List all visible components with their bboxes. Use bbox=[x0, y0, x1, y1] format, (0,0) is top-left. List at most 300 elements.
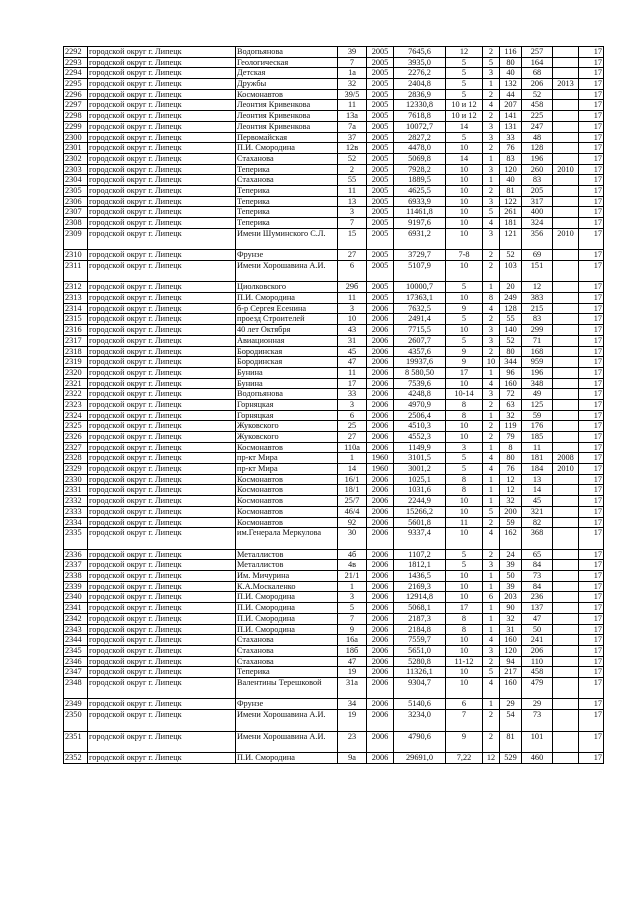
municipality-cell: городской округ г. Липецк bbox=[88, 153, 236, 164]
row-number-cell: 2323 bbox=[64, 399, 88, 410]
region-code-cell: 17 bbox=[579, 303, 604, 314]
table-row bbox=[64, 549, 604, 560]
floors-cell: 10 bbox=[446, 207, 483, 218]
street-cell: Бородинская bbox=[236, 357, 338, 368]
build-year-cell: 2006 bbox=[367, 335, 394, 346]
floors-cell: 10 bbox=[446, 677, 483, 699]
build-year-cell: 2006 bbox=[367, 506, 394, 517]
residents-cell: 168 bbox=[522, 346, 553, 357]
total-area-cell: 3234,0 bbox=[394, 710, 446, 732]
total-area-cell: 3001,2 bbox=[394, 464, 446, 475]
municipality-cell: городской округ г. Липецк bbox=[88, 432, 236, 443]
repair-year-cell bbox=[553, 89, 579, 100]
row-number-cell: 2347 bbox=[64, 667, 88, 678]
residents-cell: 11 bbox=[522, 442, 553, 453]
flats-cell: 31 bbox=[500, 624, 522, 635]
residents-cell: 45 bbox=[522, 496, 553, 507]
repair-year-cell bbox=[553, 613, 579, 624]
entrances-cell: 1 bbox=[483, 474, 500, 485]
municipality-cell: городской округ г. Липецк bbox=[88, 581, 236, 592]
build-year-cell: 2005 bbox=[367, 218, 394, 229]
total-area-cell: 4478,0 bbox=[394, 143, 446, 154]
house-number-cell: 3 bbox=[338, 303, 367, 314]
build-year-cell: 2005 bbox=[367, 111, 394, 122]
repair-year-cell bbox=[553, 421, 579, 432]
row-number-cell: 2315 bbox=[64, 314, 88, 325]
repair-year-cell bbox=[553, 592, 579, 603]
total-area-cell: 11326,1 bbox=[394, 667, 446, 678]
repair-year-cell bbox=[553, 645, 579, 656]
table-row bbox=[64, 293, 604, 304]
repair-year-cell: 2010 bbox=[553, 464, 579, 475]
floors-cell: 10 bbox=[446, 175, 483, 186]
flats-cell: 261 bbox=[500, 207, 522, 218]
region-code-cell: 17 bbox=[579, 592, 604, 603]
row-number-cell: 2317 bbox=[64, 335, 88, 346]
floors-cell: 8 bbox=[446, 410, 483, 421]
entrances-cell: 1 bbox=[483, 153, 500, 164]
repair-year-cell bbox=[553, 143, 579, 154]
table-row bbox=[64, 335, 604, 346]
build-year-cell: 2006 bbox=[367, 699, 394, 710]
entrances-cell: 1 bbox=[483, 603, 500, 614]
row-number-cell: 2292 bbox=[64, 47, 88, 58]
total-area-cell: 4248,8 bbox=[394, 389, 446, 400]
house-number-cell: 6 bbox=[338, 260, 367, 282]
table-row bbox=[64, 581, 604, 592]
table-row bbox=[64, 592, 604, 603]
flats-cell: 63 bbox=[500, 399, 522, 410]
entrances-cell: 1 bbox=[483, 496, 500, 507]
residents-cell: 185 bbox=[522, 432, 553, 443]
entrances-cell: 2 bbox=[483, 346, 500, 357]
house-number-cell: 11 bbox=[338, 100, 367, 111]
region-code-cell: 17 bbox=[579, 399, 604, 410]
floors-cell: 12 bbox=[446, 47, 483, 58]
entrances-cell: 4 bbox=[483, 635, 500, 646]
build-year-cell: 2006 bbox=[367, 314, 394, 325]
floors-cell: 10 bbox=[446, 667, 483, 678]
total-area-cell: 5280,8 bbox=[394, 656, 446, 667]
build-year-cell: 2005 bbox=[367, 68, 394, 79]
floors-cell: 10 bbox=[446, 496, 483, 507]
entrances-cell: 2 bbox=[483, 314, 500, 325]
repair-year-cell bbox=[553, 410, 579, 421]
build-year-cell: 2006 bbox=[367, 624, 394, 635]
region-code-cell: 17 bbox=[579, 228, 604, 250]
flats-cell: 8 bbox=[500, 442, 522, 453]
floors-cell: 5 bbox=[446, 335, 483, 346]
row-number-cell: 2336 bbox=[64, 549, 88, 560]
residents-cell: 48 bbox=[522, 132, 553, 143]
build-year-cell: 2006 bbox=[367, 442, 394, 453]
build-year-cell: 2005 bbox=[367, 185, 394, 196]
residents-cell: 14 bbox=[522, 485, 553, 496]
house-number-cell: 29б bbox=[338, 282, 367, 293]
municipality-cell: городской округ г. Липецк bbox=[88, 378, 236, 389]
region-code-cell: 17 bbox=[579, 378, 604, 389]
flats-cell: 120 bbox=[500, 645, 522, 656]
residents-cell: 84 bbox=[522, 581, 553, 592]
flats-cell: 131 bbox=[500, 121, 522, 132]
total-area-cell: 6931,2 bbox=[394, 228, 446, 250]
floors-cell: 10 bbox=[446, 571, 483, 582]
floors-cell: 5 bbox=[446, 560, 483, 571]
region-code-cell: 17 bbox=[579, 143, 604, 154]
repair-year-cell bbox=[553, 47, 579, 58]
row-number-cell: 2329 bbox=[64, 464, 88, 475]
row-number-cell: 2349 bbox=[64, 699, 88, 710]
region-code-cell: 17 bbox=[579, 250, 604, 261]
flats-cell: 55 bbox=[500, 314, 522, 325]
municipality-cell: городской округ г. Липецк bbox=[88, 464, 236, 475]
entrances-cell: 2 bbox=[483, 432, 500, 443]
region-code-cell: 17 bbox=[579, 442, 604, 453]
table-row bbox=[64, 667, 604, 678]
municipality-cell: городской округ г. Липецк bbox=[88, 560, 236, 571]
floors-cell: 10 и 12 bbox=[446, 100, 483, 111]
table-row bbox=[64, 613, 604, 624]
entrances-cell: 2 bbox=[483, 656, 500, 667]
residents-cell: 348 bbox=[522, 378, 553, 389]
total-area-cell: 2169,3 bbox=[394, 581, 446, 592]
municipality-cell: городской округ г. Липецк bbox=[88, 485, 236, 496]
flats-cell: 140 bbox=[500, 325, 522, 336]
repair-year-cell bbox=[553, 218, 579, 229]
floors-cell: 5 bbox=[446, 89, 483, 100]
municipality-cell: городской округ г. Липецк bbox=[88, 474, 236, 485]
municipality-cell: городской округ г. Липецк bbox=[88, 111, 236, 122]
residents-cell: 206 bbox=[522, 645, 553, 656]
repair-year-cell bbox=[553, 185, 579, 196]
row-number-cell: 2334 bbox=[64, 517, 88, 528]
flats-cell: 120 bbox=[500, 164, 522, 175]
street-cell: Теперика bbox=[236, 196, 338, 207]
house-number-cell: 9а bbox=[338, 753, 367, 764]
flats-cell: 72 bbox=[500, 389, 522, 400]
repair-year-cell: 2008 bbox=[553, 453, 579, 464]
street-cell: Фрунзе bbox=[236, 250, 338, 261]
municipality-cell: городской округ г. Липецк bbox=[88, 506, 236, 517]
residents-cell: 52 bbox=[522, 89, 553, 100]
street-cell: Металлистов bbox=[236, 560, 338, 571]
floors-cell: 9 bbox=[446, 303, 483, 314]
house-number-cell: 33 bbox=[338, 389, 367, 400]
entrances-cell: 2 bbox=[483, 111, 500, 122]
build-year-cell: 2006 bbox=[367, 560, 394, 571]
entrances-cell: 2 bbox=[483, 260, 500, 282]
entrances-cell: 4 bbox=[483, 100, 500, 111]
residents-cell: 137 bbox=[522, 603, 553, 614]
entrances-cell: 1 bbox=[483, 410, 500, 421]
residents-cell: 959 bbox=[522, 357, 553, 368]
total-area-cell: 1025,1 bbox=[394, 474, 446, 485]
house-number-cell: 55 bbox=[338, 175, 367, 186]
flats-cell: 24 bbox=[500, 549, 522, 560]
build-year-cell: 2005 bbox=[367, 143, 394, 154]
flats-cell: 39 bbox=[500, 581, 522, 592]
residents-cell: 356 bbox=[522, 228, 553, 250]
total-area-cell: 8 580,50 bbox=[394, 367, 446, 378]
row-number-cell: 2309 bbox=[64, 228, 88, 250]
residents-cell: 12 bbox=[522, 282, 553, 293]
total-area-cell: 4970,9 bbox=[394, 399, 446, 410]
repair-year-cell bbox=[553, 399, 579, 410]
entrances-cell: 2 bbox=[483, 47, 500, 58]
repair-year-cell bbox=[553, 571, 579, 582]
total-area-cell: 12330,8 bbox=[394, 100, 446, 111]
residents-cell: 460 bbox=[522, 753, 553, 764]
repair-year-cell bbox=[553, 346, 579, 357]
row-number-cell: 2312 bbox=[64, 282, 88, 293]
region-code-cell: 17 bbox=[579, 357, 604, 368]
floors-cell: 17 bbox=[446, 367, 483, 378]
flats-cell: 52 bbox=[500, 250, 522, 261]
region-code-cell: 17 bbox=[579, 79, 604, 90]
street-cell: Металлистов bbox=[236, 549, 338, 560]
house-number-cell: 6 bbox=[338, 410, 367, 421]
house-number-cell: 1 bbox=[338, 453, 367, 464]
street-cell: Космонавтов bbox=[236, 485, 338, 496]
house-number-cell: 23 bbox=[338, 731, 367, 753]
municipality-cell: городской округ г. Липецк bbox=[88, 164, 236, 175]
total-area-cell: 2506,4 bbox=[394, 410, 446, 421]
flats-cell: 12 bbox=[500, 474, 522, 485]
table-row bbox=[64, 164, 604, 175]
floors-cell: 10 bbox=[446, 143, 483, 154]
street-cell: Авиационная bbox=[236, 335, 338, 346]
flats-cell: 116 bbox=[500, 47, 522, 58]
floors-cell: 7-8 bbox=[446, 250, 483, 261]
entrances-cell: 10 bbox=[483, 357, 500, 368]
street-cell: Космонавтов bbox=[236, 506, 338, 517]
street-cell: им.Генерала Меркулова bbox=[236, 528, 338, 550]
region-code-cell: 17 bbox=[579, 367, 604, 378]
build-year-cell: 2006 bbox=[367, 592, 394, 603]
table-row bbox=[64, 485, 604, 496]
table-row bbox=[64, 175, 604, 186]
row-number-cell: 2326 bbox=[64, 432, 88, 443]
flats-cell: 80 bbox=[500, 453, 522, 464]
flats-cell: 80 bbox=[500, 346, 522, 357]
build-year-cell: 2006 bbox=[367, 656, 394, 667]
row-number-cell: 2307 bbox=[64, 207, 88, 218]
entrances-cell: 1 bbox=[483, 485, 500, 496]
build-year-cell: 2005 bbox=[367, 250, 394, 261]
residents-cell: 260 bbox=[522, 164, 553, 175]
total-area-cell: 7645,6 bbox=[394, 47, 446, 58]
build-year-cell: 2005 bbox=[367, 293, 394, 304]
table-row bbox=[64, 410, 604, 421]
table-row bbox=[64, 677, 604, 699]
total-area-cell: 3729,7 bbox=[394, 250, 446, 261]
table-row bbox=[64, 260, 604, 282]
row-number-cell: 2300 bbox=[64, 132, 88, 143]
house-number-cell: 31а bbox=[338, 677, 367, 699]
table-row bbox=[64, 57, 604, 68]
floors-cell: 17 bbox=[446, 603, 483, 614]
region-code-cell: 17 bbox=[579, 528, 604, 550]
entrances-cell: 3 bbox=[483, 335, 500, 346]
floors-cell: 8 bbox=[446, 624, 483, 635]
repair-year-cell: 2010 bbox=[553, 228, 579, 250]
table-row bbox=[64, 378, 604, 389]
municipality-cell: городской округ г. Липецк bbox=[88, 303, 236, 314]
house-number-cell: 11 bbox=[338, 367, 367, 378]
residents-cell: 317 bbox=[522, 196, 553, 207]
municipality-cell: городской округ г. Липецк bbox=[88, 496, 236, 507]
floors-cell: 5 bbox=[446, 57, 483, 68]
residents-cell: 47 bbox=[522, 613, 553, 624]
municipality-cell: городской округ г. Липецк bbox=[88, 399, 236, 410]
row-number-cell: 2339 bbox=[64, 581, 88, 592]
repair-year-cell bbox=[553, 699, 579, 710]
residents-cell: 84 bbox=[522, 560, 553, 571]
repair-year-cell bbox=[553, 603, 579, 614]
entrances-cell: 8 bbox=[483, 293, 500, 304]
table-body bbox=[64, 47, 604, 764]
floors-cell: 10 bbox=[446, 325, 483, 336]
house-number-cell: 3 bbox=[338, 592, 367, 603]
region-code-cell: 17 bbox=[579, 710, 604, 732]
house-number-cell: 9 bbox=[338, 624, 367, 635]
region-code-cell: 17 bbox=[579, 506, 604, 517]
build-year-cell: 2005 bbox=[367, 132, 394, 143]
repair-year-cell bbox=[553, 121, 579, 132]
municipality-cell: городской округ г. Липецк bbox=[88, 68, 236, 79]
total-area-cell: 6933,9 bbox=[394, 196, 446, 207]
residents-cell: 368 bbox=[522, 528, 553, 550]
house-number-cell: 11 bbox=[338, 293, 367, 304]
residents-cell: 181 bbox=[522, 453, 553, 464]
house-number-cell: 39 bbox=[338, 47, 367, 58]
total-area-cell: 5601,8 bbox=[394, 517, 446, 528]
region-code-cell: 17 bbox=[579, 517, 604, 528]
repair-year-cell bbox=[553, 432, 579, 443]
municipality-cell: городской округ г. Липецк bbox=[88, 528, 236, 550]
entrances-cell: 1 bbox=[483, 699, 500, 710]
flats-cell: 81 bbox=[500, 185, 522, 196]
residents-cell: 479 bbox=[522, 677, 553, 699]
total-area-cell: 9337,4 bbox=[394, 528, 446, 550]
residents-cell: 215 bbox=[522, 303, 553, 314]
row-number-cell: 2343 bbox=[64, 624, 88, 635]
street-cell: Стаханова bbox=[236, 656, 338, 667]
row-number-cell: 2328 bbox=[64, 453, 88, 464]
build-year-cell: 2006 bbox=[367, 613, 394, 624]
floors-cell: 8 bbox=[446, 399, 483, 410]
residents-cell: 71 bbox=[522, 335, 553, 346]
house-number-cell: 3 bbox=[338, 399, 367, 410]
flats-cell: 50 bbox=[500, 571, 522, 582]
municipality-cell: городской округ г. Липецк bbox=[88, 667, 236, 678]
entrances-cell: 1 bbox=[483, 282, 500, 293]
street-cell: Стаханова bbox=[236, 635, 338, 646]
row-number-cell: 2340 bbox=[64, 592, 88, 603]
table-row bbox=[64, 464, 604, 475]
house-number-cell: 7 bbox=[338, 218, 367, 229]
municipality-cell: городской округ г. Липецк bbox=[88, 624, 236, 635]
build-year-cell: 2006 bbox=[367, 603, 394, 614]
table-row bbox=[64, 571, 604, 582]
flats-cell: 103 bbox=[500, 260, 522, 282]
build-year-cell: 2006 bbox=[367, 571, 394, 582]
build-year-cell: 2005 bbox=[367, 153, 394, 164]
street-cell: Стаханова bbox=[236, 175, 338, 186]
region-code-cell: 17 bbox=[579, 100, 604, 111]
repair-year-cell bbox=[553, 667, 579, 678]
street-cell: П.И. Смородина bbox=[236, 624, 338, 635]
floors-cell: 10 bbox=[446, 581, 483, 592]
entrances-cell: 1 bbox=[483, 571, 500, 582]
residents-cell: 49 bbox=[522, 389, 553, 400]
build-year-cell: 2006 bbox=[367, 528, 394, 550]
total-area-cell: 11461,8 bbox=[394, 207, 446, 218]
document-page bbox=[63, 46, 603, 764]
street-cell: Имени Хорошавина А.И. bbox=[236, 710, 338, 732]
row-number-cell: 2332 bbox=[64, 496, 88, 507]
municipality-cell: городской округ г. Липецк bbox=[88, 453, 236, 464]
repair-year-cell bbox=[553, 57, 579, 68]
flats-cell: 32 bbox=[500, 613, 522, 624]
entrances-cell: 3 bbox=[483, 645, 500, 656]
total-area-cell: 7559,7 bbox=[394, 635, 446, 646]
street-cell: Имени Хорошавина А.И. bbox=[236, 260, 338, 282]
municipality-cell: городской округ г. Липецк bbox=[88, 207, 236, 218]
table-row bbox=[64, 389, 604, 400]
table-row bbox=[64, 753, 604, 764]
residents-cell: 151 bbox=[522, 260, 553, 282]
table-row bbox=[64, 207, 604, 218]
entrances-cell: 5 bbox=[483, 667, 500, 678]
build-year-cell: 2005 bbox=[367, 196, 394, 207]
entrances-cell: 1 bbox=[483, 613, 500, 624]
table-row bbox=[64, 346, 604, 357]
build-year-cell: 2006 bbox=[367, 432, 394, 443]
entrances-cell: 3 bbox=[483, 228, 500, 250]
floors-cell: 8 bbox=[446, 474, 483, 485]
house-number-cell: 32 bbox=[338, 79, 367, 90]
floors-cell: 5 bbox=[446, 132, 483, 143]
house-number-cell: 19 bbox=[338, 667, 367, 678]
repair-year-cell bbox=[553, 335, 579, 346]
table-row bbox=[64, 314, 604, 325]
entrances-cell: 3 bbox=[483, 121, 500, 132]
residents-cell: 29 bbox=[522, 699, 553, 710]
municipality-cell: городской округ г. Липецк bbox=[88, 79, 236, 90]
municipality-cell: городской округ г. Липецк bbox=[88, 357, 236, 368]
repair-year-cell bbox=[553, 100, 579, 111]
street-cell: Водопьянова bbox=[236, 389, 338, 400]
repair-year-cell bbox=[553, 581, 579, 592]
region-code-cell: 17 bbox=[579, 121, 604, 132]
region-code-cell: 17 bbox=[579, 474, 604, 485]
table-row bbox=[64, 68, 604, 79]
street-cell: Жуковского bbox=[236, 432, 338, 443]
flats-cell: 249 bbox=[500, 293, 522, 304]
total-area-cell: 2187,3 bbox=[394, 613, 446, 624]
residents-cell: 324 bbox=[522, 218, 553, 229]
total-area-cell: 3101,5 bbox=[394, 453, 446, 464]
entrances-cell: 5 bbox=[483, 207, 500, 218]
floors-cell: 10-14 bbox=[446, 389, 483, 400]
total-area-cell: 3935,0 bbox=[394, 57, 446, 68]
build-year-cell: 2006 bbox=[367, 325, 394, 336]
row-number-cell: 2338 bbox=[64, 571, 88, 582]
row-number-cell: 2299 bbox=[64, 121, 88, 132]
entrances-cell: 1 bbox=[483, 175, 500, 186]
repair-year-cell bbox=[553, 560, 579, 571]
